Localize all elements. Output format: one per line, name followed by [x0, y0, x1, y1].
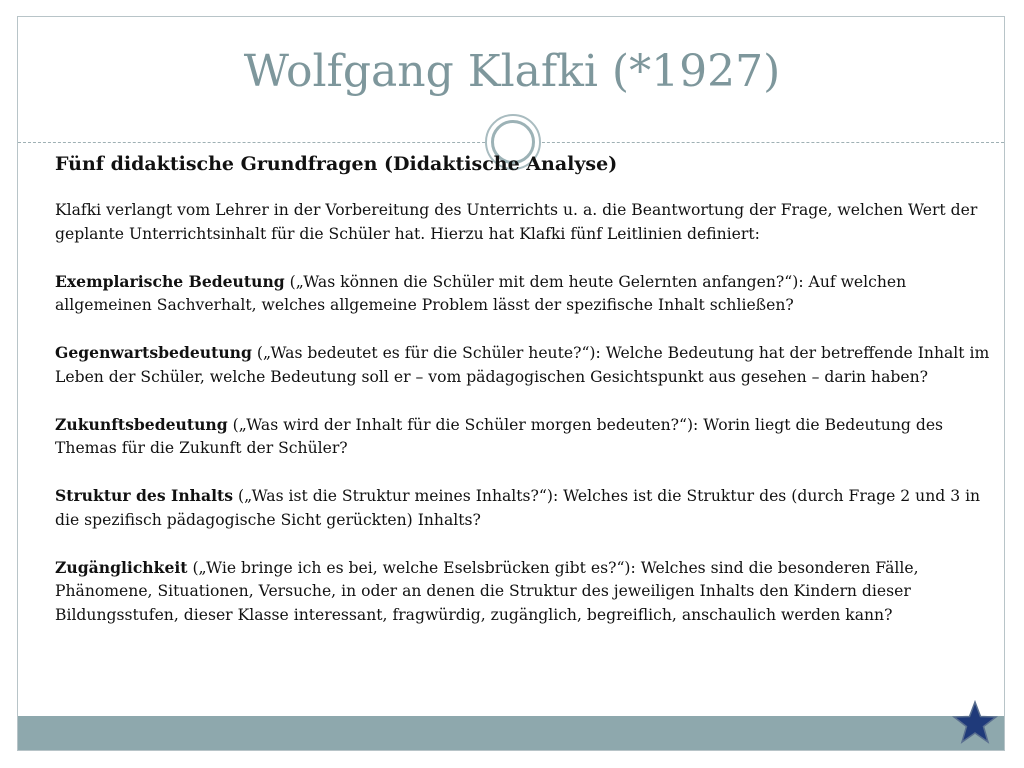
slide-subheading: Fünf didaktische Grundfragen (Didaktische Analyse): [55, 153, 618, 175]
item-text: („Wie bringe ich es bei, welche Eselsbrücken gibt es?“): Welches sind die besonderen Fälle, Phänomene, Situationen, Versuche, in oder an denen die Struktur des jeweiligen Inhalts den Kindern dieser Bildungsstufen, dieser Klasse interessant, fragwürdig, zugänglich, begreiflich, anschaulich werden kann?: [55, 558, 919, 624]
item-term: Zukunftsbedeutung: [55, 414, 228, 434]
star-icon[interactable]: [952, 700, 998, 744]
item-term: Zugänglichkeit: [55, 557, 188, 577]
footer-band: [18, 716, 1004, 750]
list-item: [55, 556, 995, 628]
item-term: Gegenwartsbedeutung: [55, 343, 252, 362]
item-term: Exemplarische Bedeutung: [55, 271, 285, 291]
item-text: („Was bedeutet es für die Schüler heute?“): Welche Bedeutung hat der betreffende Inhalt im Leben der Schüler, welche Bedeutung soll er – vom pädagogischen Gesichtspunkt aus gesehen – darin haben?: [55, 344, 990, 386]
slide-body: [55, 151, 995, 651]
item-term: Struktur des Inhalts: [55, 486, 234, 505]
list-item: [55, 270, 995, 318]
slide-title: Wolfgang Klafki (*1927): [243, 46, 781, 97]
list-item: [55, 341, 995, 389]
intro-paragraph: Klafki verlangt vom Lehrer in der Vorbereitung des Unterrichts u. a. die Beantwortung der Frage, welchen Wert der geplante Unterrichtsinhalt für die Schüler hat. Hierzu hat Klafki fünf Leitlinien definiert:: [55, 201, 978, 243]
list-item: [55, 484, 995, 532]
list-item: [55, 413, 995, 461]
item-text: („Was können die Schüler mit dem heute Gelernten anfangen?“): Auf welchen allgemeinen Sachverhalt, welches allgemeine Problem lässt der spezifische Inhalt schließen?: [55, 272, 907, 314]
item-text: („Was ist die Struktur meines Inhalts?“): Welches ist die Struktur des (durch Frage 2 und 3 in die spezifisch pädagogische Sicht gerückten) Inhalts?: [55, 487, 981, 529]
item-text: („Was wird der Inhalt für die Schüler morgen bedeuten?“): Worin liegt die Bedeutung des Themas für die Zukunft der Schüler?: [55, 415, 944, 457]
